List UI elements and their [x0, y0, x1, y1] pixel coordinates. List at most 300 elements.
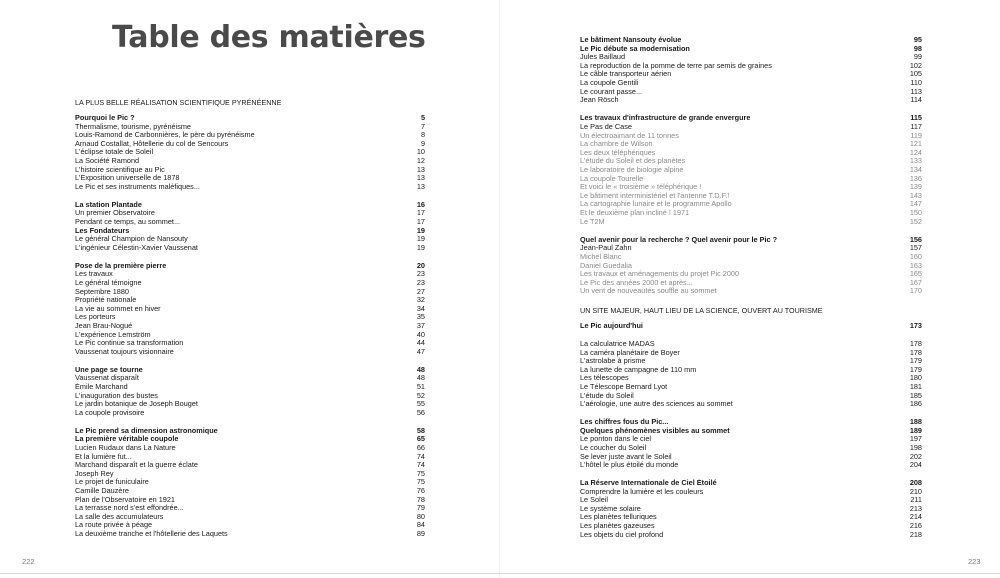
toc-entry-title: Se lever juste avant le Soleil — [580, 452, 672, 461]
toc-entry — [580, 132, 922, 141]
toc-entry-title: Émile Marchand — [75, 382, 128, 391]
toc-entry-title: Joseph Rey — [75, 469, 114, 478]
toc-entry-page: 48 — [416, 373, 425, 383]
toc-entry-title: Les chiffres fous du Pic... — [580, 418, 669, 427]
toc-entry — [580, 200, 922, 209]
folio-left: 222 — [22, 557, 35, 566]
toc-entry-title: Le jardin botanique de Joseph Bouget — [75, 400, 198, 409]
toc-entry-page: 35 — [416, 312, 425, 322]
toc-entry-title: Le Soleil — [580, 496, 608, 505]
toc-entry-page: 80 — [416, 511, 425, 521]
toc-entry-page: 23 — [416, 277, 425, 287]
toc-entry-title: Jean Brau-Nogué — [75, 322, 133, 330]
toc-entry-page: 179 — [909, 364, 922, 374]
toc-entry-title: Quelques phénomènes visibles au sommet — [580, 426, 730, 435]
toc-entry-page: 208 — [909, 478, 922, 488]
toc-entry — [580, 287, 922, 296]
toc-entry — [75, 148, 425, 157]
toc-entry-page: 102 — [909, 60, 922, 70]
toc-entry — [75, 270, 425, 279]
toc-entry-page: 75 — [416, 477, 425, 487]
toc-entry — [580, 253, 922, 262]
toc-entry-title: Les objets du ciel profond — [580, 530, 664, 539]
toc-entry — [580, 157, 922, 166]
toc-entry-page: 134 — [909, 165, 922, 175]
toc-entry-page: 210 — [909, 486, 922, 496]
toc-entry-title: Le bâtiment interministériel et l'antenne T.D.F.! — [580, 191, 730, 200]
toc-entry — [580, 444, 922, 453]
toc-entry-page: 79 — [416, 503, 425, 513]
toc-entry — [75, 496, 425, 505]
toc-entry-page: 170 — [909, 286, 922, 296]
toc-entry-title: Un premier Observatoire — [75, 209, 155, 218]
toc-entry-title: L'aérologie, une autre des sciences au sommet — [580, 400, 733, 409]
toc-entry-page: 152 — [909, 216, 922, 226]
toc-entry — [580, 522, 922, 531]
toc-entry-page: 124 — [909, 147, 922, 157]
toc-entry-title: La chambre de Wilson — [580, 140, 653, 149]
toc-entry-title: La deuxième tranche et l'hôtellerie des Laquets — [75, 530, 228, 538]
toc-entry-title: La cartographie lunaire et le programme Apollo — [580, 200, 732, 209]
toc-entry-page: 34 — [416, 303, 425, 313]
toc-entry-page: 133 — [909, 156, 922, 166]
toc-entry — [580, 175, 922, 184]
toc-entry-title: Le Pas de Case — [580, 122, 632, 131]
toc-entry-title: L'histoire scientifique au Pic — [75, 165, 165, 174]
toc-entry — [580, 209, 922, 218]
toc-entry-page: 163 — [909, 260, 922, 270]
section-heading-left: LA PLUS BELLE RÉALISATION SCIENTIFIQUE PYRÉNÉENNE — [75, 98, 282, 107]
toc-entry-page: 17 — [416, 217, 425, 226]
toc-entry-page: 32 — [416, 295, 425, 305]
toc-entry — [580, 505, 922, 514]
toc-entry — [580, 166, 922, 175]
toc-entry — [580, 88, 922, 97]
toc-entry-page: 44 — [416, 338, 425, 348]
toc-entry-page: 55 — [416, 399, 425, 409]
toc-entry — [580, 218, 922, 227]
toc-entry-title: Les planètes gazeuses — [580, 522, 655, 531]
toc-entry-title: La reproduction de la pomme de terre par semis de graines — [580, 61, 772, 70]
toc-entry — [580, 262, 922, 271]
toc-entry-page: 150 — [909, 208, 922, 218]
toc-entry — [580, 114, 922, 123]
toc-entry-title: Le Pic débute sa modernisation — [580, 44, 690, 53]
toc-entry-page: 74 — [416, 460, 425, 470]
toc-entry — [580, 270, 922, 279]
toc-entry — [580, 374, 922, 383]
toc-entry-page: 95 — [913, 35, 922, 44]
toc-group — [580, 418, 922, 470]
toc-entry — [75, 140, 425, 149]
toc-entry-title: Quel avenir pour la recherche ? Quel avenir pour le Pic ? — [580, 235, 778, 244]
toc-entry — [75, 331, 425, 340]
toc-entry-title: Le ponton dans le ciel — [580, 435, 651, 444]
toc-entry — [75, 427, 425, 436]
toc-entry-page: 13 — [416, 181, 425, 191]
toc-entry — [75, 487, 425, 496]
toc-entry-title: Lucien Rudaux dans La Nature — [75, 443, 176, 452]
toc-entry — [75, 183, 425, 192]
toc-entry-title: Le bâtiment Nansouty évolue — [580, 36, 682, 44]
toc-entry-title: Jean-Paul Zahn — [580, 244, 632, 253]
toc-entry-page: 84 — [416, 520, 425, 530]
toc-entry-title: La route privée à péage — [75, 521, 153, 530]
toc-entry-title: Jules Baillaud — [580, 53, 626, 62]
toc-entry-title: Arnaud Costallat, Hôtellerie du col de Sencours — [75, 139, 229, 148]
toc-entry — [75, 313, 425, 322]
toc-entry — [75, 279, 425, 288]
toc-entry — [75, 461, 425, 470]
toc-entry-title: La station Plantade — [75, 200, 142, 209]
toc-entry-title: L'étude du Soleil — [580, 391, 634, 400]
toc-entry — [75, 218, 425, 227]
toc-entry-page: 181 — [909, 381, 922, 391]
toc-entry — [580, 70, 922, 79]
toc-entry-page: 52 — [416, 390, 425, 400]
toc-entry — [580, 366, 922, 375]
toc-entry-page: 16 — [416, 199, 425, 209]
toc-entry-page: 51 — [416, 381, 425, 391]
toc-entry — [580, 392, 922, 401]
toc-entry-page: 76 — [416, 485, 425, 495]
toc-entry-page: 9 — [420, 138, 425, 148]
toc-entry-page: 105 — [909, 69, 922, 79]
toc-entry-page: 178 — [909, 347, 922, 357]
toc-group — [75, 366, 425, 418]
section-heading-right: UN SITE MAJEUR, HAUT LIEU DE LA SCIENCE, OUVERT AU TOURISME — [580, 306, 823, 315]
toc-entry-page: 117 — [910, 121, 922, 131]
toc-entry-page: 167 — [909, 277, 922, 287]
toc-entry-page: 17 — [416, 208, 425, 218]
toc-entry-title: Propriété nationale — [75, 296, 137, 305]
toc-entry — [75, 296, 425, 305]
toc-entry-title: Les travaux et aménagements du projet Pic 2000 — [580, 270, 740, 279]
toc-entry-page: 13 — [416, 173, 425, 183]
toc-entry-title: La coupole provisoire — [75, 408, 145, 417]
toc-entry — [75, 339, 425, 348]
toc-entry — [580, 79, 922, 88]
toc-entry-title: La salle des accumulateurs — [75, 512, 164, 521]
toc-entry — [75, 209, 425, 218]
toc-entry-title: Les Fondateurs — [75, 226, 130, 235]
toc-group — [580, 479, 922, 539]
toc-entry-page: 7 — [420, 121, 425, 131]
toc-entry-title: Les travaux — [75, 270, 113, 279]
toc-entry — [580, 531, 922, 540]
toc-entry — [75, 530, 425, 539]
toc-entry-page: 185 — [909, 390, 922, 400]
toc-entry — [75, 478, 425, 487]
toc-entry-title: Un vent de nouveautés souffle au sommet — [580, 287, 717, 296]
toc-entry — [75, 392, 425, 401]
toc-entry — [580, 62, 922, 71]
toc-entry-title: La coupole Tourelle — [580, 174, 644, 183]
toc-entry-page: 48 — [416, 364, 425, 374]
toc-entry-title: Le projet de funiculaire — [75, 478, 149, 487]
toc-entry-page: 10 — [416, 147, 425, 157]
toc-column-right-top — [580, 36, 922, 296]
toc-entry — [75, 521, 425, 530]
toc-entry-title: Le système solaire — [580, 504, 641, 513]
toc-entry-page: 99 — [913, 52, 922, 62]
toc-entry-title: Le câble transporteur aérien — [580, 70, 672, 79]
toc-entry-page: 213 — [909, 503, 922, 513]
toc-entry-page: 121 — [909, 139, 922, 149]
toc-entry — [580, 279, 922, 288]
toc-entry-title: La Société Ramond — [75, 157, 140, 166]
toc-entry — [580, 123, 922, 132]
toc-entry — [75, 453, 425, 462]
toc-group — [580, 36, 922, 105]
toc-entry-page: 178 — [909, 338, 922, 348]
toc-entry-page: 119 — [910, 130, 922, 140]
toc-entry-title: L'ingénieur Célestin-Xavier Vaussenat — [75, 243, 198, 252]
toc-entry-page: 20 — [416, 260, 425, 270]
toc-entry-page: 75 — [416, 468, 425, 478]
toc-entry-title: Un électroaimant de 11 tonnes — [580, 131, 679, 140]
toc-entry — [75, 513, 425, 522]
toc-entry-title: Le général Champion de Nansouty — [75, 235, 188, 244]
toc-entry-page: 197 — [909, 434, 922, 444]
bottom-rule — [0, 573, 1000, 574]
toc-entry-title: La terrasse nord s'est effondrée... — [75, 504, 184, 513]
toc-group — [580, 114, 922, 226]
toc-entry-page: 136 — [909, 173, 922, 183]
toc-entry-page: 157 — [909, 243, 922, 253]
toc-entry — [580, 53, 922, 62]
toc-entry-page: 173 — [909, 321, 922, 330]
toc-entry — [580, 36, 922, 45]
right-page — [500, 0, 1000, 578]
toc-entry-title: Une page se tourne — [75, 365, 143, 374]
toc-entry-page: 56 — [416, 407, 425, 417]
toc-entry-page: 12 — [416, 156, 425, 166]
toc-entry-page: 47 — [416, 346, 425, 356]
toc-entry-page: 74 — [416, 451, 425, 461]
toc-entry-page: 147 — [909, 199, 922, 209]
toc-entry-page: 218 — [909, 529, 922, 539]
toc-entry — [75, 305, 425, 314]
toc-entry — [580, 513, 922, 522]
toc-entry — [580, 383, 922, 392]
toc-group — [75, 114, 425, 191]
toc-group — [75, 427, 425, 539]
toc-entry-page: 98 — [913, 43, 922, 53]
toc-entry — [75, 174, 425, 183]
toc-entry-page: 65 — [416, 434, 425, 444]
toc-entry-title: Le Pic des années 2000 et après... — [580, 278, 693, 287]
toc-group — [580, 340, 922, 409]
toc-entry-title: Vaussenat disparaît — [75, 374, 139, 383]
toc-entry — [75, 374, 425, 383]
toc-entry — [580, 192, 922, 201]
page-title: Table des matières — [112, 20, 426, 55]
toc-entry-title: Comprendre la lumière et les couleurs — [580, 487, 704, 496]
toc-entry-title: Pose de la première pierre — [75, 261, 167, 270]
toc-entry-page: 202 — [909, 451, 922, 461]
toc-entry-page: 13 — [416, 164, 425, 174]
toc-entry-title: Le Télescope Bernard Lyot — [580, 382, 668, 391]
toc-entry — [580, 453, 922, 462]
toc-entry-page: 78 — [416, 494, 425, 504]
folio-right: 223 — [968, 557, 981, 566]
toc-entry — [580, 400, 922, 409]
toc-entry-page: 179 — [909, 356, 922, 366]
toc-entry-title: Marchand disparaît et la guerre éclate — [75, 461, 198, 470]
toc-entry-page: 114 — [910, 95, 922, 105]
toc-entry-page: 160 — [909, 252, 922, 262]
toc-entry — [75, 400, 425, 409]
toc-entry-title: Septembre 1880 — [75, 287, 129, 296]
toc-entry-page: 211 — [910, 495, 922, 505]
toc-entry — [75, 366, 425, 375]
toc-column-right-bottom — [580, 322, 922, 539]
toc-column-left — [75, 114, 425, 539]
toc-entry-title: Jean Rösch — [580, 96, 619, 105]
toc-entry — [580, 236, 922, 245]
toc-entry-title: Plan de l'Observatoire en 1921 — [75, 495, 175, 504]
toc-entry — [75, 348, 425, 357]
toc-entry-page: 66 — [416, 442, 425, 452]
toc-entry — [580, 340, 922, 349]
toc-entry — [75, 470, 425, 479]
toc-entry-title: Et la lumière fut... — [75, 452, 132, 461]
toc-entry-title: Pourquoi le Pic ? — [75, 114, 135, 122]
toc-entry-title: La vie au sommet en hiver — [75, 304, 161, 313]
toc-entry — [75, 322, 425, 331]
toc-entry — [580, 183, 922, 192]
toc-group — [580, 322, 922, 331]
toc-entry — [75, 114, 425, 123]
toc-entry-title: Les planètes telluriques — [580, 513, 657, 522]
toc-entry-title: Les télescopes — [580, 374, 629, 383]
toc-entry-title: Et voici le « troisième » téléphérique ! — [580, 183, 702, 192]
toc-entry-title: Le laboratoire de biologie alpine — [580, 166, 684, 175]
toc-entry — [75, 435, 425, 444]
toc-entry-title: Et le deuxième plan incliné ! 1971 — [580, 209, 690, 218]
toc-entry-title: Le Pic continue sa transformation — [75, 339, 184, 348]
toc-entry — [580, 435, 922, 444]
toc-entry-page: 19 — [416, 234, 425, 244]
toc-entry-page: 165 — [909, 269, 922, 279]
toc-entry-title: Thermalisme, tourisme, pyrénéisme — [75, 122, 191, 131]
toc-entry-page: 189 — [909, 425, 922, 435]
toc-entry — [75, 201, 425, 210]
toc-entry — [75, 166, 425, 175]
toc-entry — [580, 479, 922, 488]
toc-entry — [75, 262, 425, 271]
toc-entry-page: 8 — [420, 130, 425, 140]
toc-entry-title: La calculatrice MADAS — [580, 339, 655, 348]
toc-entry-page: 19 — [416, 225, 425, 235]
toc-entry — [580, 488, 922, 497]
toc-entry-page: 216 — [909, 521, 922, 531]
toc-entry-page: 198 — [909, 442, 922, 452]
toc-entry — [580, 357, 922, 366]
toc-entry-page: 139 — [909, 182, 922, 192]
toc-entry-title: Le courant passe... — [580, 87, 643, 96]
toc-entry-page: 110 — [910, 78, 922, 88]
toc-entry-title: L'astrolabe à prisme — [580, 357, 646, 366]
toc-entry-page: 115 — [910, 113, 922, 123]
toc-entry — [75, 157, 425, 166]
toc-entry — [75, 444, 425, 453]
toc-entry-page: 186 — [909, 399, 922, 409]
toc-entry-page: 89 — [416, 529, 425, 538]
toc-entry — [75, 123, 425, 132]
toc-entry-page: 5 — [420, 113, 425, 122]
toc-entry — [75, 504, 425, 513]
toc-entry-title: Le T2M — [580, 217, 605, 226]
toc-entry — [580, 461, 922, 470]
toc-entry-title: Vaussenat toujours visionnaire — [75, 347, 174, 356]
toc-entry — [580, 496, 922, 505]
toc-entry-title: Michel Blanc — [580, 253, 622, 262]
toc-entry-title: Le Pic aujourd'hui — [580, 322, 643, 330]
toc-group — [580, 236, 922, 296]
toc-entry-title: Camille Dauzère — [75, 486, 129, 495]
toc-entry-page: 27 — [416, 286, 425, 296]
toc-entry-title: L'éclipse totale de Soleil — [75, 148, 154, 157]
toc-entry — [580, 45, 922, 54]
toc-entry-title: La lunette de campagne de 110 mm — [580, 365, 697, 374]
toc-entry-page: 19 — [416, 242, 425, 252]
toc-entry — [580, 96, 922, 105]
toc-entry-page: 188 — [909, 417, 922, 427]
toc-entry — [580, 418, 922, 427]
toc-entry-page: 58 — [416, 425, 425, 435]
toc-entry-page: 214 — [909, 512, 922, 522]
toc-entry — [580, 427, 922, 436]
toc-entry-title: Le général témoigne — [75, 278, 142, 287]
toc-entry-title: La coupole Gentili — [580, 79, 639, 88]
toc-entry-page: 23 — [416, 269, 425, 279]
toc-entry-title: Le Pic et ses instruments maléfiques... — [75, 182, 200, 191]
toc-entry-title: Les travaux d'infrastructure de grande envergure — [580, 114, 751, 123]
toc-entry-title: La Réserve Internationale de Ciel Étoilé — [580, 479, 717, 488]
toc-entry — [75, 244, 425, 253]
toc-entry — [75, 409, 425, 418]
toc-entry-page: 37 — [416, 321, 425, 330]
toc-entry-title: Le coucher du Soleil — [580, 443, 647, 452]
toc-entry-page: 204 — [909, 460, 922, 470]
toc-entry — [75, 131, 425, 140]
toc-group — [75, 262, 425, 357]
toc-entry-title: Daniel Guedalia — [580, 261, 632, 270]
toc-entry — [580, 140, 922, 149]
toc-entry-title: Louis-Ramond de Carbonnières, le père du pyrénéisme — [75, 131, 255, 140]
toc-entry-title: L'étude du Soleil et des planètes — [580, 157, 686, 166]
toc-entry-title: La caméra planétaire de Boyer — [580, 348, 680, 357]
toc-entry-title: L'inauguration des bustes — [75, 391, 158, 400]
toc-entry-page: 143 — [909, 190, 922, 200]
toc-entry-title: L'expérience Lemström — [75, 330, 151, 339]
toc-group — [75, 201, 425, 253]
toc-entry-title: La première véritable coupole — [75, 435, 179, 444]
toc-entry-page: 113 — [910, 86, 922, 96]
toc-entry — [75, 227, 425, 236]
toc-entry-title: Le Pic prend sa dimension astronomique — [75, 426, 218, 435]
toc-entry-title: L'Exposition universelle de 1878 — [75, 174, 180, 183]
toc-entry-title: Pendant ce temps, au sommet... — [75, 218, 181, 226]
toc-entry — [75, 383, 425, 392]
toc-entry-title: Les porteurs — [75, 313, 116, 322]
toc-entry — [580, 349, 922, 358]
toc-entry — [580, 244, 922, 253]
toc-entry — [580, 322, 922, 331]
toc-entry-title: L'hôtel le plus étoilé du monde — [580, 461, 679, 470]
